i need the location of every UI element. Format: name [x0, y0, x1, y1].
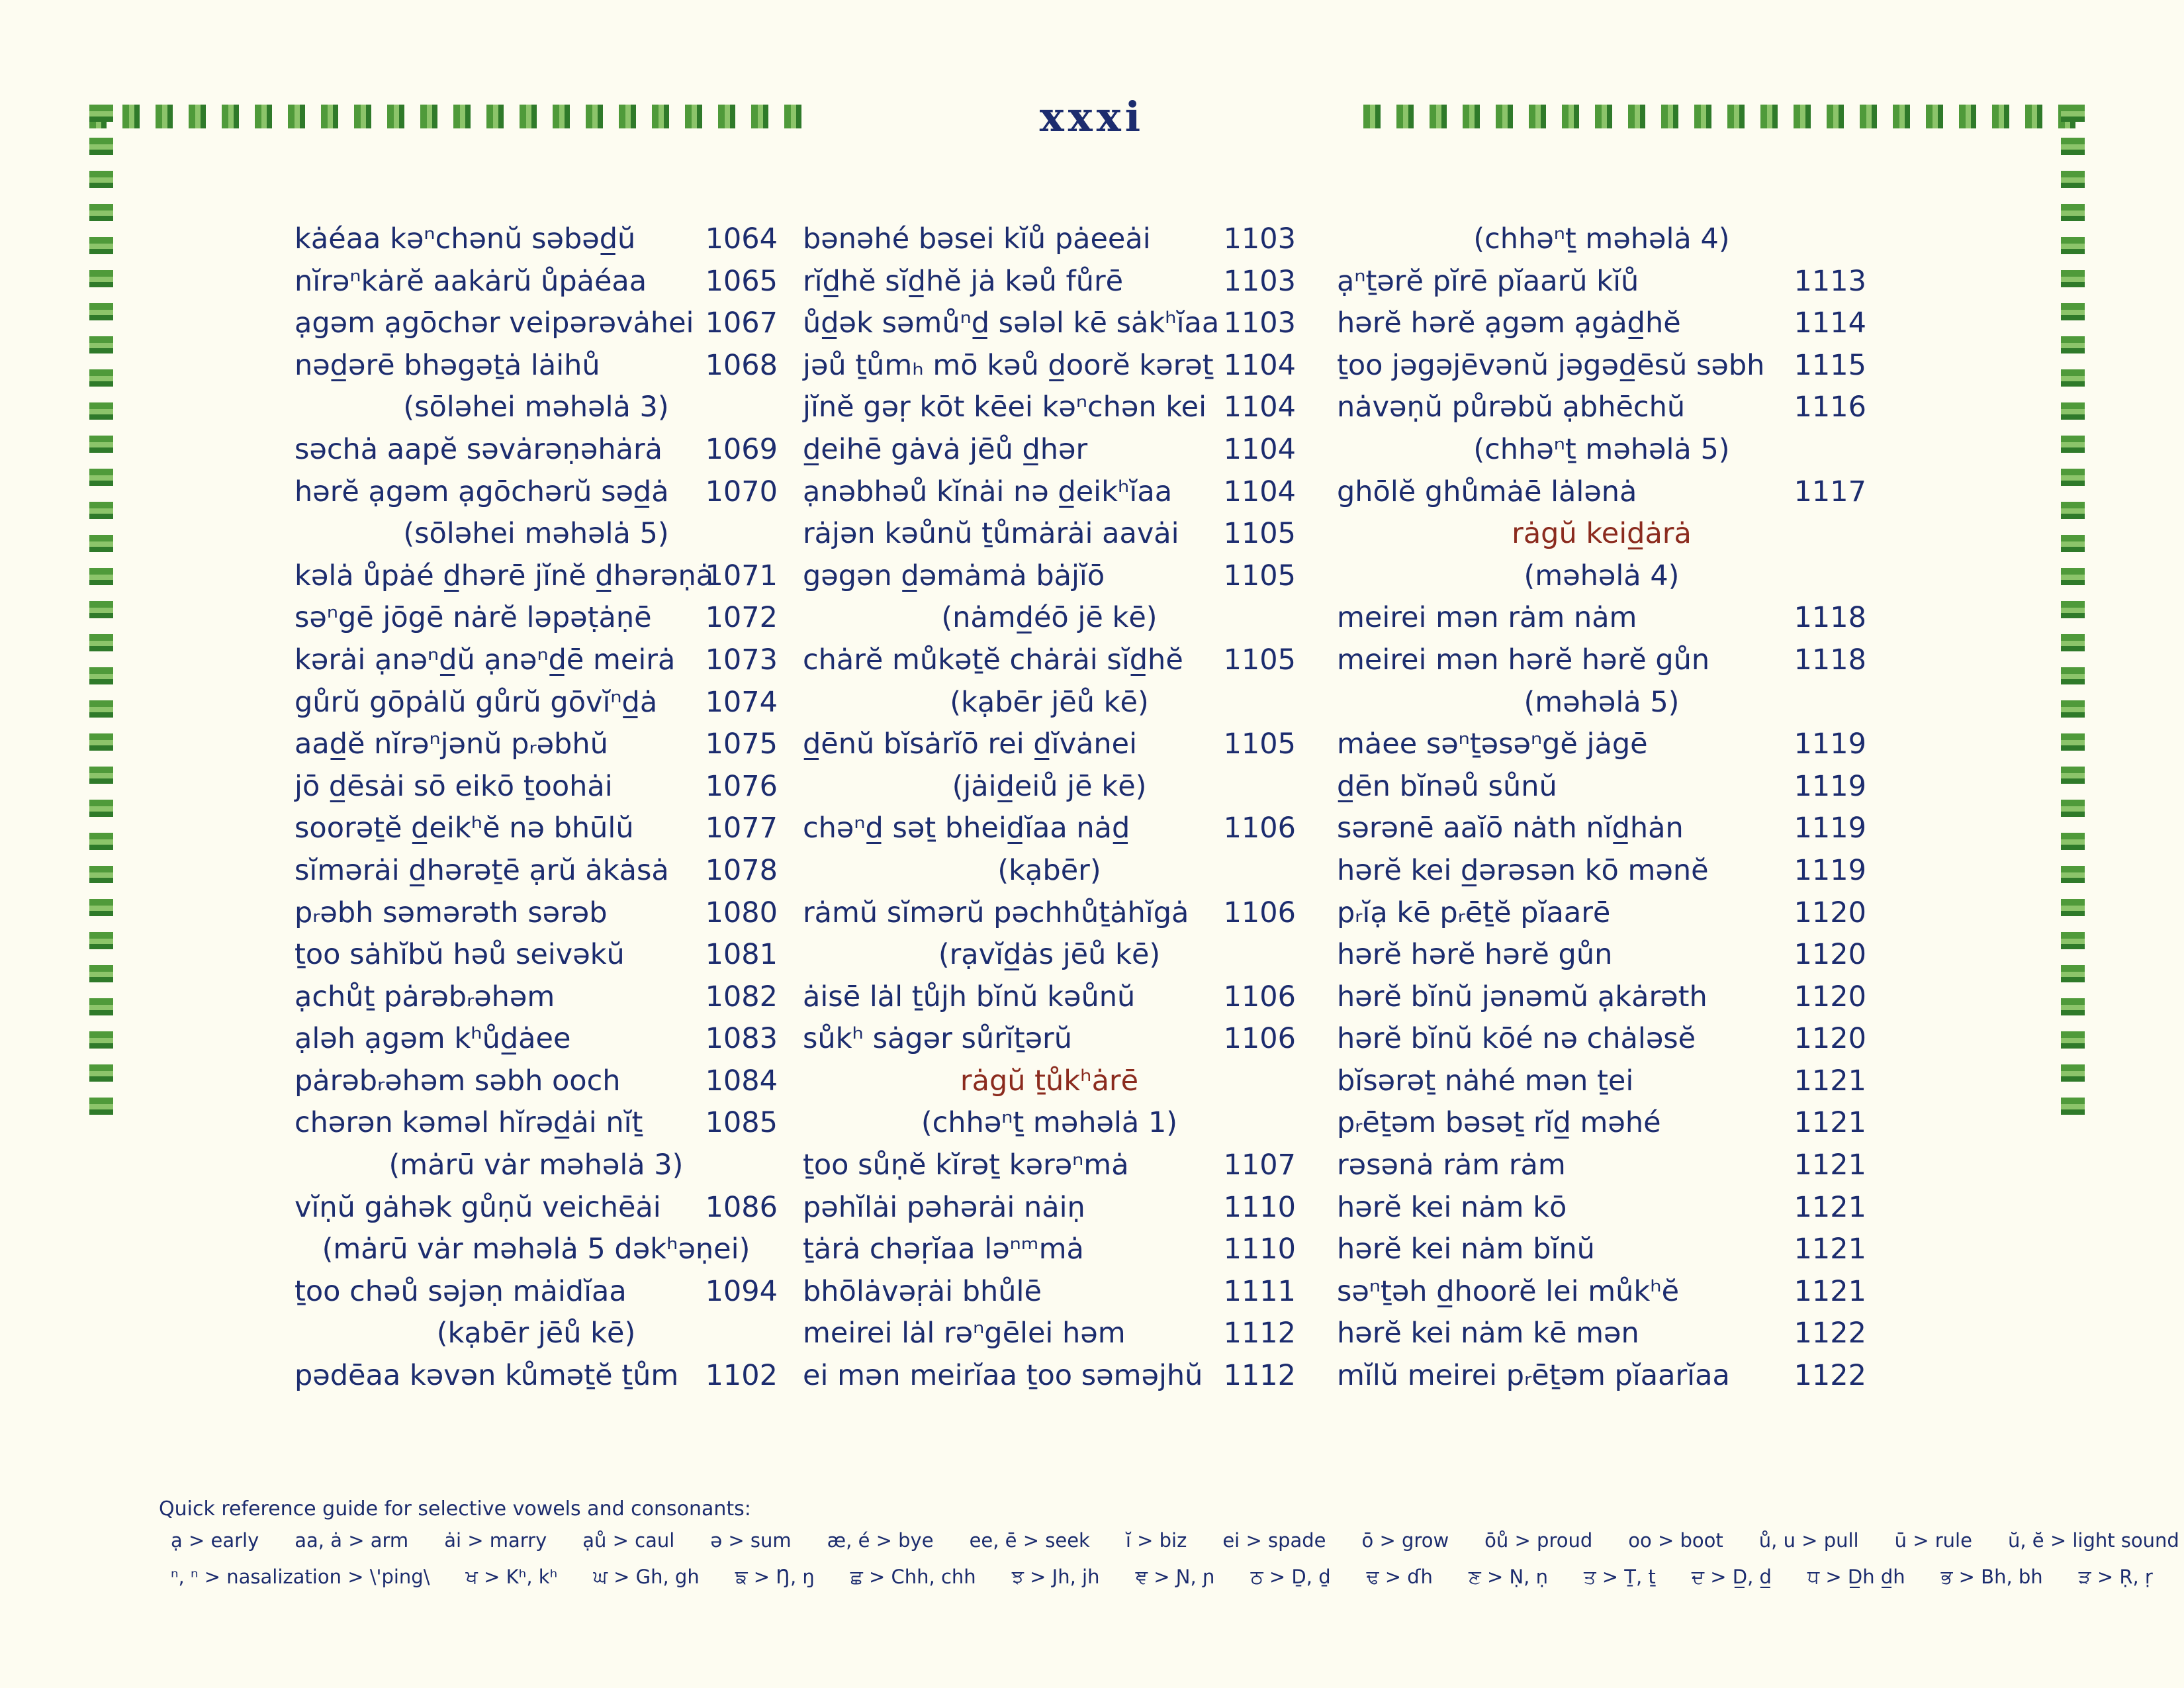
guide-item: oo > boot — [1628, 1529, 1723, 1552]
guide-item: ạů > caul — [582, 1529, 675, 1552]
index-entry — [295, 1355, 778, 1397]
entry-title: gəgən d̲əmȧmȧ bȧjĭō — [803, 559, 1105, 592]
guide-item: ō > grow — [1361, 1529, 1449, 1552]
entry-page-number: 1071 — [705, 559, 778, 592]
index-entry — [1337, 934, 1866, 976]
entry-title: hərĕ kei nȧm bĭnŭ — [1337, 1233, 1595, 1266]
entry-page-number: 1105 — [1223, 643, 1296, 677]
index-entry — [295, 555, 778, 598]
entry-page-number: 1119 — [1794, 853, 1866, 887]
guide-item: ĭ > biz — [1125, 1529, 1187, 1552]
index-entry — [803, 1018, 1296, 1060]
guide-title: Quick reference guide for selective vowels and consonants: — [159, 1497, 751, 1521]
entry-page-number: 1119 — [1794, 727, 1866, 761]
entry-title: jĭnĕ gəṛ kōt kēei kəⁿchən kei — [803, 391, 1207, 424]
index-entry — [1337, 1060, 1866, 1103]
entry-page-number: 1077 — [705, 812, 778, 845]
index-entry — [1337, 639, 1866, 682]
index-entry — [1337, 1313, 1866, 1355]
entry-page-number: 1106 — [1223, 1022, 1296, 1056]
index-entry — [803, 513, 1296, 555]
index-entry — [803, 1187, 1296, 1229]
entry-page-number: 1112 — [1223, 1359, 1296, 1393]
entry-page-number: 1076 — [705, 769, 778, 803]
entry-title: rȧmŭ sĭmərŭ pəchhůṯȧhĭgȧ — [803, 896, 1189, 929]
entry-title: ṯoo jəgəjēvənŭ jəgəd̲ēsŭ səbh — [1337, 348, 1765, 382]
section-heading — [803, 597, 1296, 639]
index-entry — [1337, 1229, 1866, 1271]
index-entry — [295, 1060, 778, 1103]
guide-item: ਭ > Bh, bh — [1940, 1566, 2043, 1588]
entry-page-number: 1119 — [1794, 769, 1866, 803]
index-entry — [295, 471, 778, 514]
entry-title: ạgəm ạgōchər veipərəvȧhei — [295, 306, 694, 340]
entry-title: hərĕ bĭnŭ kōé nə chȧləsĕ — [1337, 1022, 1696, 1056]
entry-page-number: 1072 — [705, 601, 778, 635]
entry-page-number: 1084 — [705, 1064, 778, 1098]
entry-page-number: 1065 — [705, 264, 778, 298]
index-entry — [295, 345, 778, 387]
entry-title: pᵣēṯəm bəsəṯ rĭd̲ məhé — [1337, 1106, 1661, 1140]
entry-title: bĭsərəṯ nȧhé mən ṯei — [1337, 1064, 1634, 1098]
index-entry — [1337, 1102, 1866, 1145]
index-entry — [803, 1145, 1296, 1187]
index-entry — [295, 597, 778, 639]
index-entry — [803, 555, 1296, 598]
entry-title: (chhəⁿṯ məhəlȧ 5) — [1473, 432, 1730, 466]
entry-title: pəhĭlȧi pəhərȧi nȧiṇ — [803, 1190, 1085, 1224]
index-entry — [295, 724, 778, 766]
section-heading — [295, 1145, 778, 1187]
guide-item: ਤ > Ṯ, ṯ — [1583, 1566, 1656, 1588]
index-entry — [803, 1229, 1296, 1271]
index-column-1 — [295, 218, 778, 1397]
guide-item: ਣ > Ṇ, ṇ — [1468, 1566, 1548, 1588]
guide-item: ਖ > Kʰ, kʰ — [465, 1566, 558, 1588]
entry-title: d̲eihē gȧvȧ jēů d̲hər — [803, 432, 1088, 466]
index-entry — [295, 934, 778, 976]
entry-title: (kạbēr jēů kē) — [436, 1317, 636, 1350]
guide-item: ਠ > Ḏ, ḏ — [1250, 1566, 1331, 1588]
entry-title: ạchůṯ pȧrəbᵣəhəm — [295, 980, 555, 1013]
entry-title: (chhəⁿṯ məhəlȧ 4) — [1473, 222, 1730, 256]
entry-page-number: 1104 — [1223, 391, 1296, 424]
guide-item: ȧi > marry — [444, 1529, 547, 1552]
entry-title: (kạbēr) — [997, 853, 1101, 887]
index-entry — [803, 471, 1296, 514]
guide-item: ਢ > ɗh — [1366, 1566, 1433, 1588]
floral-border-top-right — [1363, 105, 2085, 128]
entry-page-number: 1115 — [1794, 348, 1866, 382]
index-entry — [295, 682, 778, 724]
entry-title: chərən kəməl hĭrəd̲ȧi nĭṯ — [295, 1106, 643, 1140]
entry-page-number: 1106 — [1223, 812, 1296, 845]
guide-item: ů, u > pull — [1758, 1529, 1859, 1552]
index-entry — [1337, 1018, 1866, 1060]
entry-page-number: 1078 — [705, 853, 778, 887]
index-entry — [803, 1355, 1296, 1397]
guide-item: ei > spade — [1222, 1529, 1326, 1552]
entry-title: hərĕ hərĕ ạgəm ạgȧd̲hĕ — [1337, 306, 1681, 340]
guide-item: ਧ > D̲h d̲h — [1807, 1566, 1905, 1588]
entry-page-number: 1121 — [1794, 1064, 1866, 1098]
entry-title: hərĕ ạgəm ạgōchərŭ səd̲ȧ — [295, 475, 669, 508]
entry-page-number: 1121 — [1794, 1274, 1866, 1308]
entry-title: (chhəⁿṯ məhəlȧ 1) — [921, 1106, 1178, 1140]
entry-page-number: 1121 — [1794, 1106, 1866, 1140]
entry-title: (rạvĭd̲ȧs jēů kē) — [938, 938, 1161, 972]
entry-title: d̲ēn bĭnəů sůnŭ — [1337, 769, 1557, 803]
entry-page-number: 1070 — [705, 475, 778, 508]
entry-title: rȧgŭ ṯůkʰȧrē — [960, 1064, 1139, 1098]
entry-title: jəů ṯůmₕ mō kəů d̲oorĕ kərəṯ — [803, 348, 1214, 382]
entry-title: sərənē aaĭō nȧth nĭd̲hȧn — [1337, 812, 1684, 845]
section-heading — [803, 766, 1296, 808]
guide-item: ਙ > Ŋ, ŋ — [735, 1566, 815, 1588]
entry-title: aad̲ĕ nĭrəⁿjənŭ pᵣəbhŭ — [295, 727, 608, 761]
entry-title: ghōlĕ ghůmȧē lȧlənȧ — [1337, 475, 1637, 508]
guide-item: ⁿ, ⁿ > nasalization > \'ping\ — [171, 1566, 430, 1588]
entry-title: mĭlŭ meirei pᵣēṯəm pĭaarĭaa — [1337, 1359, 1730, 1393]
index-entry — [295, 261, 778, 303]
guide-item: ਘ > Gh, gh — [593, 1566, 700, 1588]
entry-page-number: 1120 — [1794, 1022, 1866, 1056]
index-entry — [295, 1018, 778, 1060]
entry-title: (sōləhei məhəlȧ 3) — [403, 391, 669, 424]
entry-title: ṯȧrȧ chəṛĭaa ləⁿᵐmȧ — [803, 1233, 1084, 1266]
entry-page-number: 1082 — [705, 980, 778, 1013]
index-entry — [1337, 808, 1866, 850]
section-heading — [803, 934, 1296, 976]
entry-title: hərĕ kei nȧm kē mən — [1337, 1317, 1639, 1350]
entry-title: vĭṇŭ gȧhək gůṇŭ veichēȧi — [295, 1190, 661, 1224]
entry-page-number: 1121 — [1794, 1233, 1866, 1266]
entry-page-number: 1120 — [1794, 980, 1866, 1013]
entry-title: ṯoo sůṇĕ kĭrəṯ kərəⁿmȧ — [803, 1149, 1129, 1182]
section-heading — [295, 513, 778, 555]
entry-title: ạnəbhəů kĭnȧi nə d̲eikʰĭaa — [803, 475, 1173, 508]
entry-title: pədēaa kəvən kůməṯĕ ṯům — [295, 1359, 679, 1393]
entry-title: chəⁿd̲ səṯ bheid̲ĭaa nȧd̲ — [803, 812, 1130, 845]
entry-page-number: 1104 — [1223, 348, 1296, 382]
section-heading — [295, 1229, 778, 1271]
index-entry — [1337, 1271, 1866, 1313]
entry-title: ȧisē lȧl ṯůjh bĭnŭ kəůnŭ — [803, 980, 1136, 1013]
entry-title: kȧéaa kəⁿchənŭ səbəd̲ŭ — [295, 222, 636, 256]
entry-page-number: 1120 — [1794, 896, 1866, 929]
entry-title: rȧgŭ keid̲ȧrȧ — [1512, 517, 1692, 551]
entry-page-number: 1104 — [1223, 475, 1296, 508]
floral-border-top-left — [89, 105, 817, 128]
index-entry — [295, 850, 778, 892]
guide-item: ਝ > Jh, jh — [1011, 1566, 1100, 1588]
index-entry — [803, 261, 1296, 303]
entry-title: pᵣĭạ kē pᵣēṯĕ pĭaarē — [1337, 896, 1611, 929]
entry-title: kəlȧ ůpȧé d̲hərē jĭnĕ d̲hərəṇȧ — [295, 559, 714, 592]
index-column-2 — [803, 218, 1296, 1397]
index-entry — [1337, 345, 1866, 387]
entry-title: bənəhé bəsei kĭů pȧeeȧi — [803, 222, 1151, 256]
index-entry — [295, 303, 778, 345]
entry-page-number: 1105 — [1223, 727, 1296, 761]
entry-title: meirei mən rȧm nȧm — [1337, 601, 1637, 635]
index-entry — [803, 808, 1296, 850]
entry-title: nəd̲ərē bhəgəṯȧ lȧihů — [295, 348, 600, 382]
guide-item: ee, ē > seek — [969, 1529, 1090, 1552]
index-entry — [803, 892, 1296, 935]
index-entry — [1337, 1187, 1866, 1229]
entry-page-number: 1103 — [1223, 222, 1296, 256]
entry-title: (sōləhei məhəlȧ 5) — [403, 517, 669, 551]
guide-item: ōů > proud — [1484, 1529, 1593, 1552]
index-entry — [803, 976, 1296, 1019]
floral-border-left — [89, 105, 113, 1131]
guide-item: ਛ > Chh, chh — [850, 1566, 976, 1588]
entry-title: sĭmərȧi d̲hərəṯē ạrŭ ȧkȧsȧ — [295, 853, 669, 887]
entry-page-number: 1121 — [1794, 1190, 1866, 1224]
page-number: xxxi — [1039, 93, 1145, 141]
section-heading — [1337, 513, 1866, 555]
index-entry — [295, 218, 778, 261]
entry-page-number: 1110 — [1223, 1190, 1296, 1224]
entry-page-number: 1119 — [1794, 812, 1866, 845]
entry-page-number: 1075 — [705, 727, 778, 761]
entry-page-number: 1118 — [1794, 601, 1866, 635]
entry-page-number: 1105 — [1223, 559, 1296, 592]
entry-title: mȧee səⁿṯəsəⁿgĕ jȧgē — [1337, 727, 1648, 761]
guide-item: ਦ > D̲, d̲ — [1691, 1566, 1772, 1588]
entry-page-number: 1122 — [1794, 1359, 1866, 1393]
entry-page-number: 1112 — [1223, 1317, 1296, 1350]
entry-title: (kạbēr jēů kē) — [950, 685, 1149, 719]
entry-page-number: 1105 — [1223, 517, 1296, 551]
index-entry — [803, 724, 1296, 766]
entry-title: səⁿgē jōgē nȧrĕ ləpəṭȧṇē — [295, 601, 652, 635]
entry-title: hərĕ bĭnŭ jənəmŭ ạkȧrəth — [1337, 980, 1707, 1013]
guide-item: ੜ > Ṛ, ṛ — [2078, 1566, 2153, 1588]
index-entry — [1337, 471, 1866, 514]
entry-title: bhōlȧvəṛȧi bhůlē — [803, 1274, 1042, 1308]
entry-title: (məhəlȧ 4) — [1524, 559, 1680, 592]
entry-page-number: 1103 — [1223, 264, 1296, 298]
guide-item: ū > rule — [1894, 1529, 1972, 1552]
guide-item: ਞ > Ɲ, ɲ — [1135, 1566, 1215, 1588]
index-entry — [803, 303, 1296, 345]
entry-title: pȧrəbᵣəhəm səbh ooch — [295, 1064, 621, 1098]
entry-page-number: 1103 — [1223, 306, 1296, 340]
entry-page-number: 1117 — [1794, 475, 1866, 508]
entry-page-number: 1086 — [705, 1190, 778, 1224]
entry-title: hərĕ kei nȧm kō — [1337, 1190, 1567, 1224]
entry-page-number: 1094 — [705, 1274, 778, 1308]
entry-page-number: 1074 — [705, 685, 778, 719]
section-heading — [1337, 429, 1866, 471]
entry-page-number: 1111 — [1223, 1274, 1296, 1308]
section-heading — [1337, 218, 1866, 261]
entry-title: (mȧrū vȧr məhəlȧ 3) — [388, 1149, 684, 1182]
section-heading — [803, 682, 1296, 724]
entry-title: (nȧmd̲éō jē kē) — [941, 601, 1158, 635]
index-entry — [1337, 892, 1866, 935]
entry-page-number: 1064 — [705, 222, 778, 256]
section-heading — [295, 1313, 778, 1355]
index-column-3 — [1337, 218, 1866, 1397]
entry-title: səⁿṯəh d̲hoorĕ lei můkʰĕ — [1337, 1274, 1680, 1308]
entry-page-number: 1118 — [1794, 643, 1866, 677]
entry-title: (jȧid̲eiů jē kē) — [952, 769, 1147, 803]
floral-border-right — [2061, 105, 2085, 1131]
entry-title: meirei lȧl rəⁿgēlei həm — [803, 1317, 1126, 1350]
entry-page-number: 1106 — [1223, 896, 1296, 929]
index-entry — [1337, 303, 1866, 345]
entry-title: ạləh ạgəm kʰůd̲ȧee — [295, 1022, 571, 1056]
index-entry — [295, 429, 778, 471]
index-entry — [1337, 261, 1866, 303]
entry-page-number: 1121 — [1794, 1149, 1866, 1182]
index-entry — [1337, 976, 1866, 1019]
index-entry — [1337, 1355, 1866, 1397]
entry-title: nĭrəⁿkȧrĕ aakȧrŭ ůpȧéaa — [295, 264, 647, 298]
entry-title: rəsənȧ rȧm rȧm — [1337, 1149, 1566, 1182]
index-entry — [295, 892, 778, 935]
entry-title: d̲ēnŭ bĭsȧrĭō rei d̲ĭvȧnei — [803, 727, 1138, 761]
index-entry — [1337, 597, 1866, 639]
entry-title: ei mən meirĭaa ṯoo səməjhŭ — [803, 1359, 1203, 1393]
index-entry — [295, 808, 778, 850]
guide-item: aa, ȧ > arm — [295, 1529, 409, 1552]
entry-title: meirei mən hərĕ hərĕ gůn — [1337, 643, 1710, 677]
entry-page-number: 1113 — [1794, 264, 1866, 298]
section-heading — [1337, 555, 1866, 598]
guide-item: ạ > early — [171, 1529, 259, 1552]
entry-title: hərĕ hərĕ hərĕ gůn — [1337, 938, 1613, 972]
entry-title: chȧrĕ můkəṯĕ chȧrȧi sĭd̲hĕ — [803, 643, 1183, 677]
entry-page-number: 1120 — [1794, 938, 1866, 972]
entry-title: rĭd̲hĕ sĭd̲hĕ jȧ kəů fůrē — [803, 264, 1124, 298]
guide-row-consonants — [171, 1566, 2184, 1589]
entry-title: ṯoo chəů səjəṇ mȧidĭaa — [295, 1274, 627, 1308]
entry-page-number: 1122 — [1794, 1317, 1866, 1350]
index-entry — [1337, 1145, 1866, 1187]
entry-title: (məhəlȧ 5) — [1524, 685, 1680, 719]
entry-page-number: 1116 — [1794, 391, 1866, 424]
entry-title: nȧvəṇŭ půrəbŭ ạbhēchŭ — [1337, 391, 1686, 424]
entry-page-number: 1073 — [705, 643, 778, 677]
section-heading — [1337, 682, 1866, 724]
section-heading — [803, 1102, 1296, 1145]
entry-title: ůd̲ək səmůⁿd̲ sələl kē sȧkʰĭaa — [803, 306, 1220, 340]
entry-page-number: 1107 — [1223, 1149, 1296, 1182]
entry-page-number: 1067 — [705, 306, 778, 340]
entry-page-number: 1085 — [705, 1106, 778, 1140]
section-heading — [295, 387, 778, 429]
index-entry — [295, 1187, 778, 1229]
index-entry — [295, 1102, 778, 1145]
entry-title: (mȧrū vȧr məhəlȧ 5 dəkʰəṇei) — [322, 1233, 751, 1266]
entry-title: sůkʰ sȧgər sůrĭṯərŭ — [803, 1022, 1072, 1056]
entry-page-number: 1068 — [705, 348, 778, 382]
entry-title: ṯoo sȧhĭbŭ həů seivəkŭ — [295, 938, 625, 972]
entry-page-number: 1102 — [705, 1359, 778, 1393]
entry-page-number: 1110 — [1223, 1233, 1296, 1266]
index-entry — [803, 387, 1296, 429]
entry-title: hərĕ kei d̲ərəsən kō mənĕ — [1337, 853, 1709, 887]
index-entry — [803, 218, 1296, 261]
entry-title: jō d̲ēsȧi sō eikō ṯoohȧi — [295, 769, 613, 803]
guide-item: æ, é > bye — [827, 1529, 934, 1552]
index-entry — [803, 1313, 1296, 1355]
index-entry — [295, 766, 778, 808]
entry-page-number: 1069 — [705, 432, 778, 466]
index-entry — [1337, 850, 1866, 892]
index-entry — [1337, 766, 1866, 808]
entry-page-number: 1114 — [1794, 306, 1866, 340]
guide-item: ə > sum — [710, 1529, 792, 1552]
index-entry — [803, 1271, 1296, 1313]
index-entry — [1337, 724, 1866, 766]
entry-title: səchȧ aapĕ səvȧrəṇəhȧrȧ — [295, 432, 663, 466]
entry-title: ạⁿṯərĕ pĭrē pĭaarŭ kĭů — [1337, 264, 1639, 298]
entry-page-number: 1106 — [1223, 980, 1296, 1013]
entry-title: kərȧi ạnəⁿd̲ŭ ạnəⁿd̲ē meirȧ — [295, 643, 676, 677]
index-entry — [803, 639, 1296, 682]
entry-title: soorəṯĕ d̲eikʰĕ nə bhūlŭ — [295, 812, 634, 845]
entry-page-number: 1104 — [1223, 432, 1296, 466]
guide-item: ŭ, ĕ > light sound — [2007, 1529, 2179, 1552]
entry-title: pᵣəbh səmərəth sərəb — [295, 896, 608, 929]
index-entry — [295, 1271, 778, 1313]
entry-title: rȧjən kəůnŭ ṯůmȧrȧi aavȧi — [803, 517, 1179, 551]
guide-row-vowels — [171, 1529, 2184, 1552]
section-heading — [803, 1060, 1296, 1103]
index-entry — [803, 429, 1296, 471]
entry-page-number: 1080 — [705, 896, 778, 929]
section-heading — [803, 850, 1296, 892]
entry-page-number: 1083 — [705, 1022, 778, 1056]
entry-page-number: 1081 — [705, 938, 778, 972]
index-entry — [1337, 387, 1866, 429]
index-entry — [295, 639, 778, 682]
index-entry — [295, 976, 778, 1019]
index-entry — [803, 345, 1296, 387]
entry-title: gůrŭ gōpȧlŭ gůrŭ gōvĭⁿd̲ȧ — [295, 685, 658, 719]
